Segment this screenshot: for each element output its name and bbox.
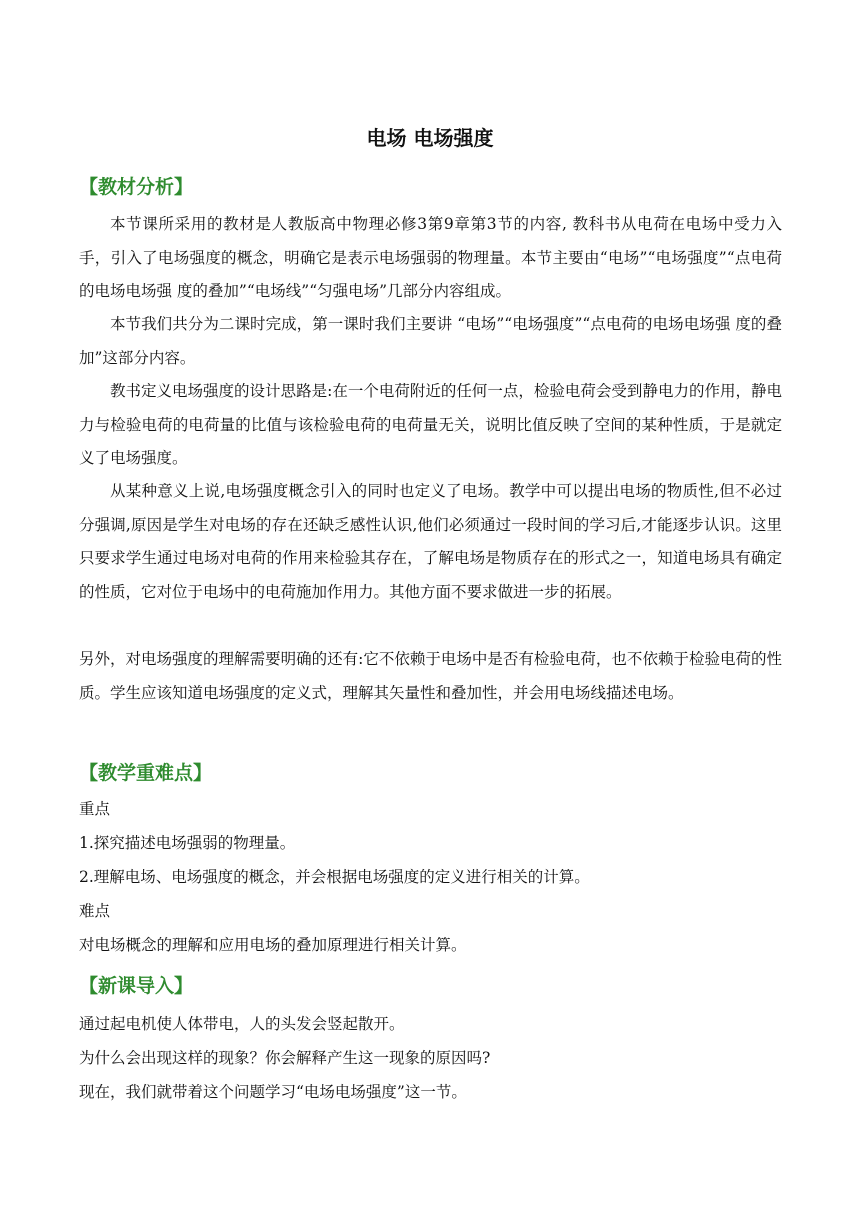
key-point-label: 重点: [79, 800, 111, 818]
paragraph: 从某种意义上说,电场强度概念引入的同时也定义了电场。教学中可以提出电场的物质性,但不必过分强调,原因是学生对电场的存在还缺乏感性认识,他们必须通过一段时间的学习后,才能逐步认识。这里只要求学生通过电场对电荷的作用来检验其存在，了解电场是物质存在的形式之一，知道电场具有确定的性质，它对位于电场中的电荷施加作用力。其他方面不要求做进一步的拓展。: [79, 482, 782, 601]
page-title: 电场 电场强度: [366, 126, 494, 150]
list-item: 1.探究描述电场强弱的物理量。: [79, 834, 296, 852]
paragraph: 另外，对电场强度的理解需要明确的还有:它不依赖于电场中是否有检验电荷，也不依赖于检验电荷的性质。学生应该知道电场强度的定义式，理解其矢量性和叠加性，并会用电场线描述电场。: [79, 650, 782, 702]
section-heading-new-lesson-intro: 【新课导入】: [79, 975, 194, 997]
paragraph: 本节课所采用的教材是人教版高中物理必修3第9章第3节的内容, 教科书从电荷在电场中受力入手，引入了电场强度的概念，明确它是表示电场强弱的物理量。本节主要由“电场”“电场强度”“点电荷的电场电场强 度的叠加”“电场线”“匀强电场”几部分内容组成。: [79, 215, 782, 300]
list-item: 现在，我们就带着这个问题学习“电场电场强度”这一节。: [79, 1083, 467, 1101]
section-heading-textbook-analysis: 【教材分析】: [79, 176, 194, 198]
list-item: 为什么会出现这样的现象？你会解释产生这一现象的原因吗?: [79, 1049, 491, 1067]
section-heading-key-points: 【教学重难点】: [79, 762, 213, 784]
paragraph: 教书定义电场强度的设计思路是:在一个电荷附近的任何一点，检验电荷会受到静电力的作用，静电力与检验电荷的电荷量的比值与该检验电荷的电荷量无关，说明比值反映了空间的某种性质，于是就定义了电场强度。: [79, 382, 782, 467]
list-item: 对电场概念的理解和应用电场的叠加原理进行相关计算。: [79, 936, 467, 954]
paragraph: 本节我们共分为二课时完成，第一课时我们主要讲 “电场”“电场强度”“点电荷的电场电场强 度的叠加”这部分内容。: [79, 315, 782, 367]
list-item: 2.理解电场、电场强度的概念，并会根据电场强度的定义进行相关的计算。: [79, 868, 590, 886]
list-item: 通过起电机使人体带电，人的头发会竖起散开。: [79, 1015, 405, 1033]
difficulty-label: 难点: [79, 902, 111, 920]
